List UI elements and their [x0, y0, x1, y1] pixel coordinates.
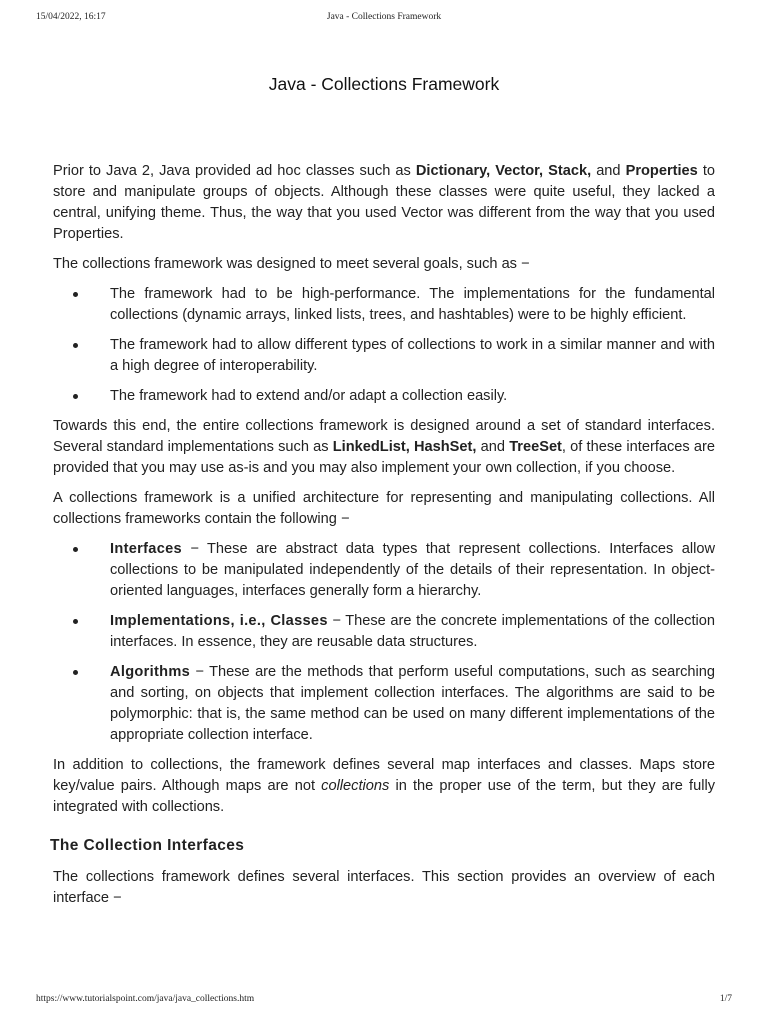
towards-paragraph: Towards this end, the entire collections framework is designed around a set of standard interfaces. Several standard implementations such as LinkedList, HashSet, and TreeSet, of these interfaces are provided that you may use as-is and you may also implement your own collection, if you choose. [53, 418, 715, 476]
section-heading: The Collection Interfaces [50, 837, 245, 854]
page-title: Java - Collections Framework [268, 74, 500, 94]
list-item: Interfaces − These are abstract data types that represent collections. Interfaces allow collections to be manipulated independently of the details of their representation. In object-oriented languages, interfaces generally form a hierarchy. [53, 539, 715, 602]
list-item: The framework had to be high-performance. The implementations for the fundamental collections (dynamic arrays, linked lists, trees, and hashtables) were to be highly efficient. [53, 284, 715, 326]
list-item: The framework had to allow different types of collections to work in a similar manner and with a high degree of interoperability. [53, 335, 715, 377]
intro-paragraph: Prior to Java 2, Java provided ad hoc classes such as Dictionary, Vector, Stack, and Properties to store and manipulate groups of objects. Although these classes were quite useful, they lacked a central, unifying theme. Thus, the way that you used Vector was different from the way that you used Properties. [53, 163, 715, 242]
list-item: The framework had to extend and/or adapt a collection easily. [53, 386, 715, 407]
print-datetime: 15/04/2022, 16:17 [36, 12, 106, 22]
bullet-icon [73, 619, 78, 624]
bullet-icon [73, 670, 78, 675]
section-intro: The collections framework defines several interfaces. This section provides an overview of each interface − [53, 869, 715, 906]
page-number: 1/7 [719, 994, 732, 1004]
print-page-title: Java - Collections Framework [326, 12, 442, 22]
list-item: Algorithms − These are the methods that perform useful computations, such as searching and sorting, on objects that implement collection interfaces. The algorithms are said to be polymorphic: that is, the same method can be used on many different implementations of the appropriate collection interface. [53, 662, 715, 746]
bullet-icon [73, 292, 78, 297]
goals-list [53, 284, 715, 407]
maps-paragraph: In addition to collections, the framework defines several map interfaces and classes. Maps store key/value pairs. Although maps are not collections in the proper use of the term, but they are fully integrated with collections. [53, 757, 715, 815]
bullet-icon [73, 394, 78, 399]
components-list [53, 539, 715, 746]
goals-intro: The collections framework was designed to meet several goals, such as − [53, 256, 530, 272]
bullet-icon [73, 343, 78, 348]
print-url: https://www.tutorialspoint.com/java/java_collections.htm [36, 994, 255, 1004]
bullet-icon [73, 547, 78, 552]
article-body [50, 161, 715, 918]
unified-paragraph: A collections framework is a unified architecture for representing and manipulating collections. All collections frameworks contain the following − [53, 490, 715, 527]
list-item: Implementations, i.e., Classes − These are the concrete implementations of the collection interfaces. In essence, they are reusable data structures. [53, 611, 715, 653]
